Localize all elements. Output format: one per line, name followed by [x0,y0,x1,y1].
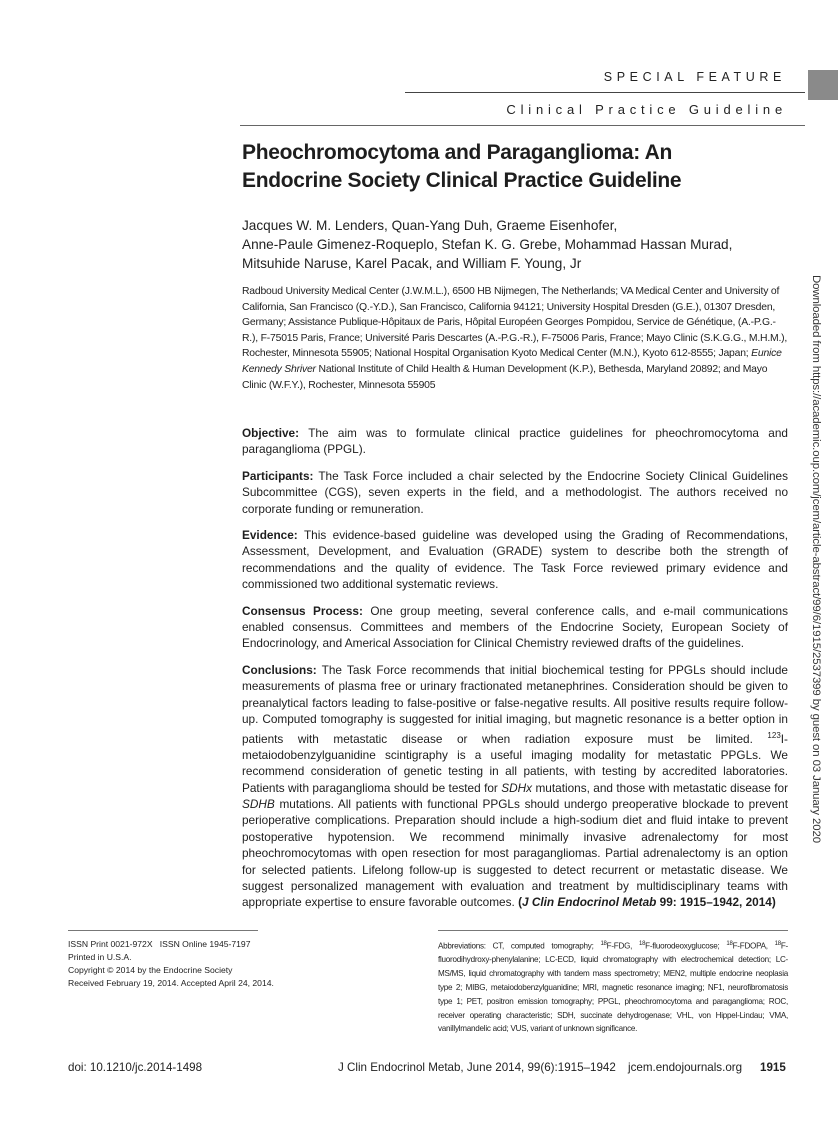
abbrev-text: F-fluorodeoxyglucose; [645,941,727,951]
abstract-evidence [242,527,788,593]
isotope-superscript: 123 [767,730,781,740]
consensus-label: Consensus Process: [242,603,363,618]
abbrev-text: Abbreviations: CT, computed tomography; [438,941,601,951]
citation [518,895,776,909]
abbrev-text: F-FDG, [606,941,639,951]
page-number: 1915 [760,1061,786,1074]
received-line: Received February 19, 2014. Accepted April 24, 2014. [68,978,274,988]
footnote-rule-left [68,930,258,931]
footer-url[interactable]: jcem.endojournals.org [628,1061,743,1074]
abbreviations [438,938,788,1036]
title-line: Endocrine Society Clinical Practice Guideline [242,169,682,192]
participants-label: Participants: [242,468,314,483]
section-label: Clinical Practice Guideline [506,102,787,117]
article-title [242,139,742,195]
footer-doi: doi: 10.1210/jc.2014-1498 [68,1061,203,1074]
affiliations-text: Radboud University Medical Center (J.W.M.L.), 6500 HB Nijmegen, The Netherlands; VA Medical Center and University of California, San Francisco (Q.-Y.D.), San Francisco, California 94121; University Hospital Dresden (G.E.), 01307 Dresden, Germany; Assistance Publique-Hôpitaux de Paris, Hôpital Européen Georges Pompidou, Service de Génétique, (A.-P.G.-R.), F-75015 Paris, France; Université Paris Descartes (A.-P.G.-R.), F-75006 Paris, France; Mayo Clinic (S.K.G.G., M.H.M.), Rochester, Minnesota 55905; National Hospital Organisation Kyoto Medical Center (M.N.), Kyoto 612-8555; Japan; [242,286,788,360]
citation-rest: 99: 1915–1942, 2014) [656,895,776,910]
conclusions-text: I-metaiodobenzylguanidine scintigraphy is a useful imaging modality for metastatic PPGLs. We recommend consideration of genetic testing in all patients, with testing by accredited laboratories. Patients with paraganglioma should be tested for [242,731,788,795]
copyright-line: Copyright © 2014 by the Endocrine Society [68,965,233,975]
issn-line: ISSN Print 0021-972X ISSN Online 1945-7197 [68,939,251,949]
footer-journal: J Clin Endocrinol Metab, June 2014, 99(6):1915–1942 [338,1061,616,1074]
conclusions-text: The Task Force recommends that initial biochemical testing for PPGLs should include measurements of plasma free or urinary fractionated metanephrines. Consideration should be given to preanalytical factors leading to false-positive or false-negative results. All positive results require follow-up. Computed tomography is suggested for initial imaging, but magnetic resonance is a better option in patients with metastatic disease or when radiation exposure must be limited. [242,662,788,746]
citation-open: ( [518,895,523,910]
abbrev-text: F-fluorodihydroxy-phenylalanine; LC-ECD, liquid chromatography with electrochemical detection; LC-MS/MS, liquid chromatography with tandem mass spectrometry; MEN2, multiple endocrine neoplasia type 2; MIBG, metaiodobenzylguanidine; MRI, magnetic resonance imaging; NF1, neurofibromatosis type 1; PET, positron emission tomography; PPGL, pheochromocytoma and paraganglioma; ROC, receiver operating characteristic; SDH, succinate dehydrogenase; VHL, von Hippel-Lindau; VMA, vanillylmandelic acid; VUS, variant of unknown significance. [438,941,788,1034]
author-line: Anne-Paule Gimenez-Roqueplo, Stefan K. G. Grebe, Mohammad Hassan Murad, [242,237,733,252]
citation-journal: J Clin Endocrinol Metab [522,895,657,910]
affiliations-italic: Eunice Kennedy Shriver [242,348,782,375]
abstract-conclusions [242,662,788,911]
publication-info [68,938,388,990]
special-feature-label: SPECIAL FEATURE [603,70,786,84]
header-rule-bottom [240,125,805,126]
objective-text: The aim was to formulate clinical practice guidelines for pheochromocytoma and paraganglioma (PPGL). [242,426,788,457]
abbrev-sup: 18 [774,941,781,947]
affiliations [242,284,788,393]
author-line: Mitsuhide Naruse, Karel Pacak, and William F. Young, Jr [242,256,582,271]
participants-text: The Task Force included a chair selected by the Endocrine Society Clinical Guidelines Subcommittee (CGS), seven experts in the field, and a methodologist. The authors received no corporate funding or remuneration. [242,468,788,516]
abstract-consensus [242,603,788,652]
author-list [242,216,792,273]
affiliations-text: National Institute of Child Health & Human Development (K.P.), Bethesda, Maryland 20892; and Mayo Clinic (W.F.Y.), Rochester, Minnesota 55905 [242,363,768,391]
title-line: Pheochromocytoma and Paraganglioma: An [242,141,673,164]
abstract-objective [242,425,788,458]
consensus-text: One group meeting, several conference calls, and e-mail communications enabled consensus. Committees and members of the Endocrine Society, European Society of Endocrinology, and Americal Association for Clinical Chemistry reviewed drafts of the guidelines. [242,603,789,651]
abbrev-sup: 18 [638,941,646,947]
evidence-label: Evidence: [242,528,298,543]
conclusions-label: Conclusions: [242,662,317,677]
header-rule-top [405,92,805,93]
objective-label: Objective: [242,426,300,440]
conclusions-text: mutations, and those with metastatic disease for [532,780,788,795]
evidence-text: This evidence-based guideline was developed using the Grading of Recommendations, Assessment, Development, and Evaluation (GRADE) system to describe both the strength of recommendations and the quality of evidence. The Task Force reviewed primary evidence and commissioned two additional systematic reviews. [242,528,788,592]
download-notice: Downloaded from https://academic.oup.com/jcem/article-abstract/99/6/1915/2537399 by guest on 03 January 2020 [810,275,822,843]
abbrev-sup: 18 [600,941,607,947]
header-gray-tab [808,70,838,100]
gene-sdhb: SDHB [242,797,275,812]
gene-sdhx: SDHx [501,780,533,795]
abbrev-sup: 18 [726,941,733,947]
conclusions-text: mutations. All patients with functional PPGLs should undergo preoperative blockade to prevent perioperative complications. Preparation should include a high-sodium diet and fluid intake to prevent postoperative hypotension. We recommend minimally invasive adrenalectomy for most pheochromocytomas with open resection for most paragangliomas. Partial adrenalectomy is an option for selected patients. Lifelong follow-up is suggested to detect recurrent or metastatic disease. We suggest personalized management with evaluation and treatment by multidisciplinary teams with appropriate expertise to ensure favorable outcomes. [242,797,788,910]
footnote-rule-right [438,930,788,931]
abbrev-text: F-FDOPA, [732,941,775,951]
abstract [242,425,788,921]
author-line: Jacques W. M. Lenders, Quan-Yang Duh, Graeme Eisenhofer, [242,218,618,233]
abstract-participants [242,468,788,517]
printed-line: Printed in U.S.A. [68,952,132,962]
